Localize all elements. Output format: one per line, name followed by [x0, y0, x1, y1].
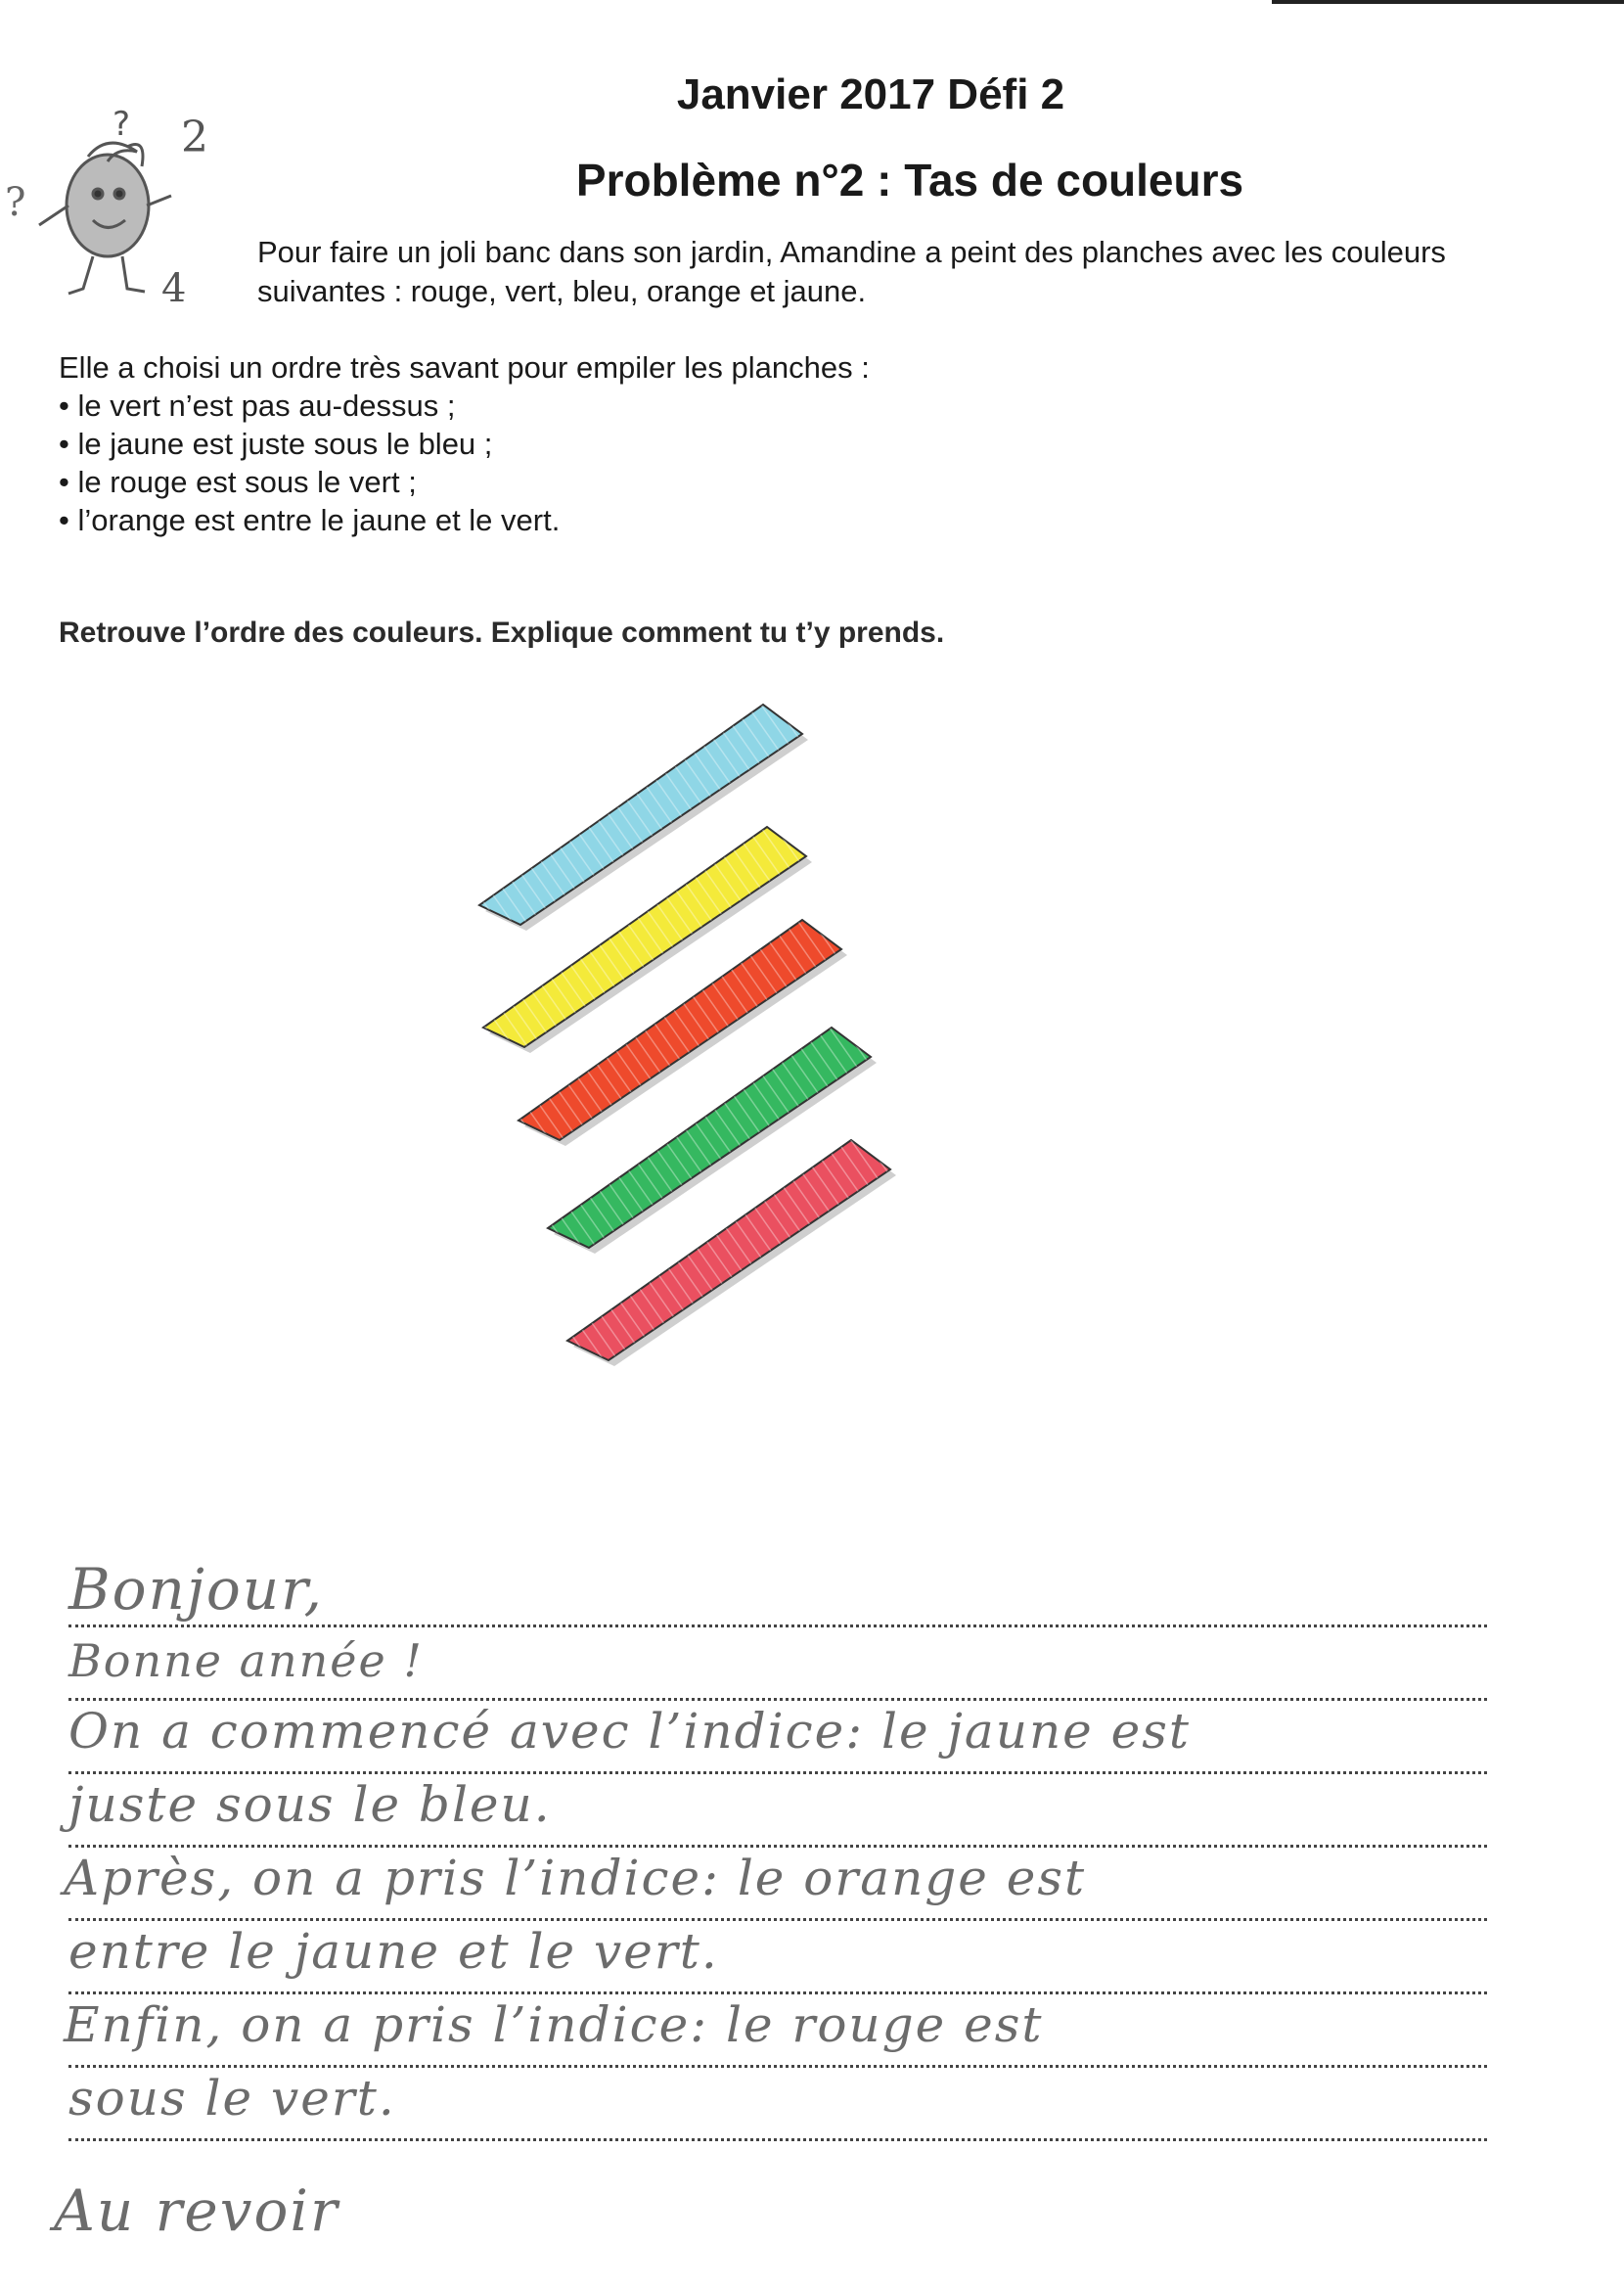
answer-line: Après, on a pris l’indice: le orange est [64, 1850, 1087, 1906]
writing-line [68, 1624, 1487, 1627]
scribble-question: ? [113, 105, 131, 144]
page-title: Janvier 2017 Défi 2 [676, 70, 1065, 118]
writing-line [68, 1698, 1487, 1701]
answer-line: juste sous le bleu. [68, 1776, 552, 1833]
problem-intro: Pour faire un joli banc dans son jardin, Amandine a peint des planches avec les couleurs suivantes : rouge, vert, bleu, orange et jaune. [257, 235, 1446, 308]
writing-line [68, 2138, 1487, 2141]
answer-line: Bonjour, [68, 1556, 324, 1623]
answer-line: sous le vert. [68, 2070, 396, 2127]
clue-item: • le vert n’est pas au-dessus ; [59, 387, 560, 425]
answer-line: Bonne année ! [68, 1634, 424, 1687]
answer-line: Au revoir [54, 2177, 339, 2244]
writing-line [68, 1918, 1487, 1921]
handwritten-answer [0, 1527, 1624, 2270]
stacked-planks-drawing [460, 685, 1105, 1517]
svg-text:?: ? [5, 180, 26, 225]
clue-item: • le rouge est sous le vert ; [59, 463, 560, 501]
writing-line [68, 1771, 1487, 1774]
answer-line: Enfin, on a pris l’indice: le rouge est [64, 1996, 1044, 2053]
little-miss-mascot-icon [0, 78, 254, 333]
answer-line: On a commencé avec l’indice: le jaune est [68, 1703, 1191, 1760]
clue-item: • le jaune est juste sous le bleu ; [59, 425, 560, 463]
clues-list [59, 387, 560, 539]
scribble-four: 4 [161, 266, 187, 311]
problem-title: Problème n°2 : Tas de couleurs [575, 155, 1244, 206]
writing-line [68, 1991, 1487, 1994]
plank-texture [567, 1140, 890, 1360]
writing-line [68, 2065, 1487, 2068]
question: Retrouve l’ordre des couleurs. Explique comment tu t’y prends. [59, 617, 945, 649]
clue-item: • l’orange est entre le jaune et le vert. [59, 501, 560, 539]
scan-edge-line [1272, 0, 1624, 4]
scribble-two: 2 [181, 113, 208, 162]
clues-intro: Elle a choisi un ordre très savant pour empiler les planches : [59, 350, 870, 385]
writing-line [68, 1845, 1487, 1848]
answer-line: entre le jaune et le vert. [68, 1923, 719, 1980]
